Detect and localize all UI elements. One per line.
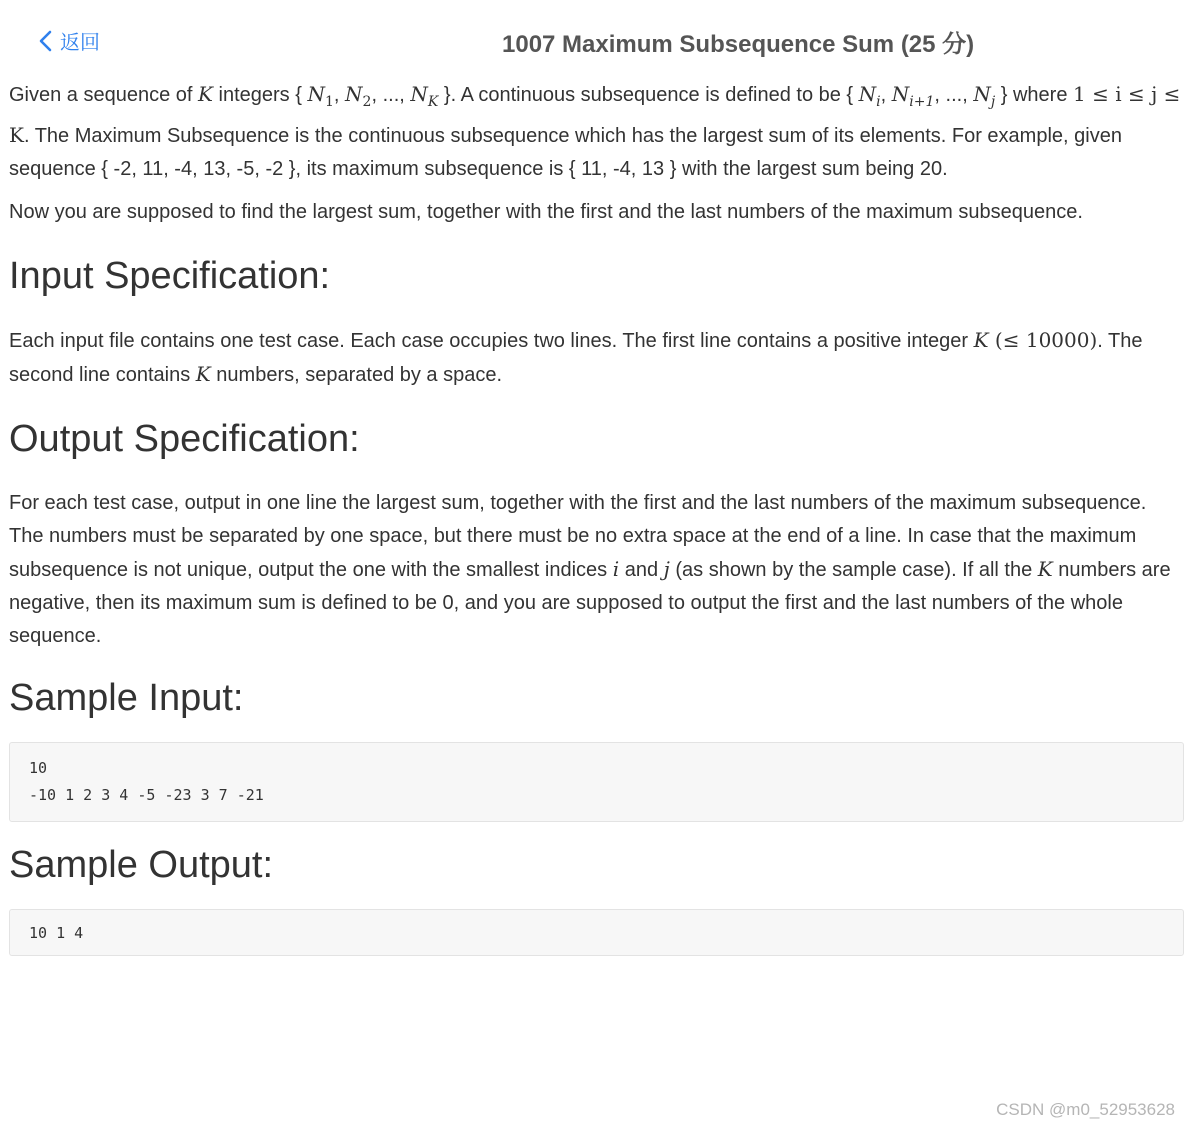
- problem-content: [9, 78, 1184, 956]
- watermark: CSDN @m0_52953628: [996, 1100, 1175, 1119]
- input-spec-heading: Input Specification:: [9, 255, 331, 297]
- back-label: 返回: [60, 30, 100, 54]
- page-header: [0, 20, 1191, 60]
- page-title: 1007 Maximum Subsequence Sum (25 分): [502, 31, 975, 58]
- output-spec-text: For each test case, output in one line the largest sum, together with the first and the last numbers of the maximum subsequence. The numbers must be separated by one space, but there must be no extra space at the end of a line. In case that the maximum subsequence is not unique, output the one with the smallest indices i and j (as shown by the sample case). If all the K numbers are negative, then its maximum sum is defined to be 0, and you are supposed to output the first and the last numbers of the whole sequence.: [9, 492, 1171, 647]
- output-spec-heading: Output Specification:: [9, 418, 360, 460]
- description-paragraph-1: Given a sequence of K integers { $N_1$, $N_2$, ..., $N_K$ }. A continuous subsequence is defined to be { $N_i$, $N_{i+1}$, ..., $N_j$ } where 1 ≤ i ≤ j ≤ K. The Maximum Subsequence is the continuous subsequence which has the largest sum of its elements. For example, given sequence { -2, 11, -4, 13, -5, -2 }, its maximum subsequence is { 11, -4, 13 } with the largest sum being 20.: [9, 82, 1181, 180]
- sample-input-code: 10 -10 1 2 3 4 -5 -23 3 7 -21: [9, 742, 1184, 822]
- input-spec-text: Each input file contains one test case. Each case occupies two lines. The first line contains a positive integer K (≤ 10000). The second line contains K numbers, separated by a space.: [9, 328, 1143, 386]
- back-button[interactable]: [38, 26, 100, 55]
- chevron-left-icon: [38, 30, 54, 52]
- sample-input-heading: Sample Input:: [9, 677, 244, 719]
- sample-output-code: 10 1 4: [9, 909, 1184, 956]
- sample-output-heading: Sample Output:: [9, 844, 274, 886]
- description-paragraph-2: Now you are supposed to find the largest sum, together with the first and the last numbers of the maximum subsequence.: [9, 201, 1083, 223]
